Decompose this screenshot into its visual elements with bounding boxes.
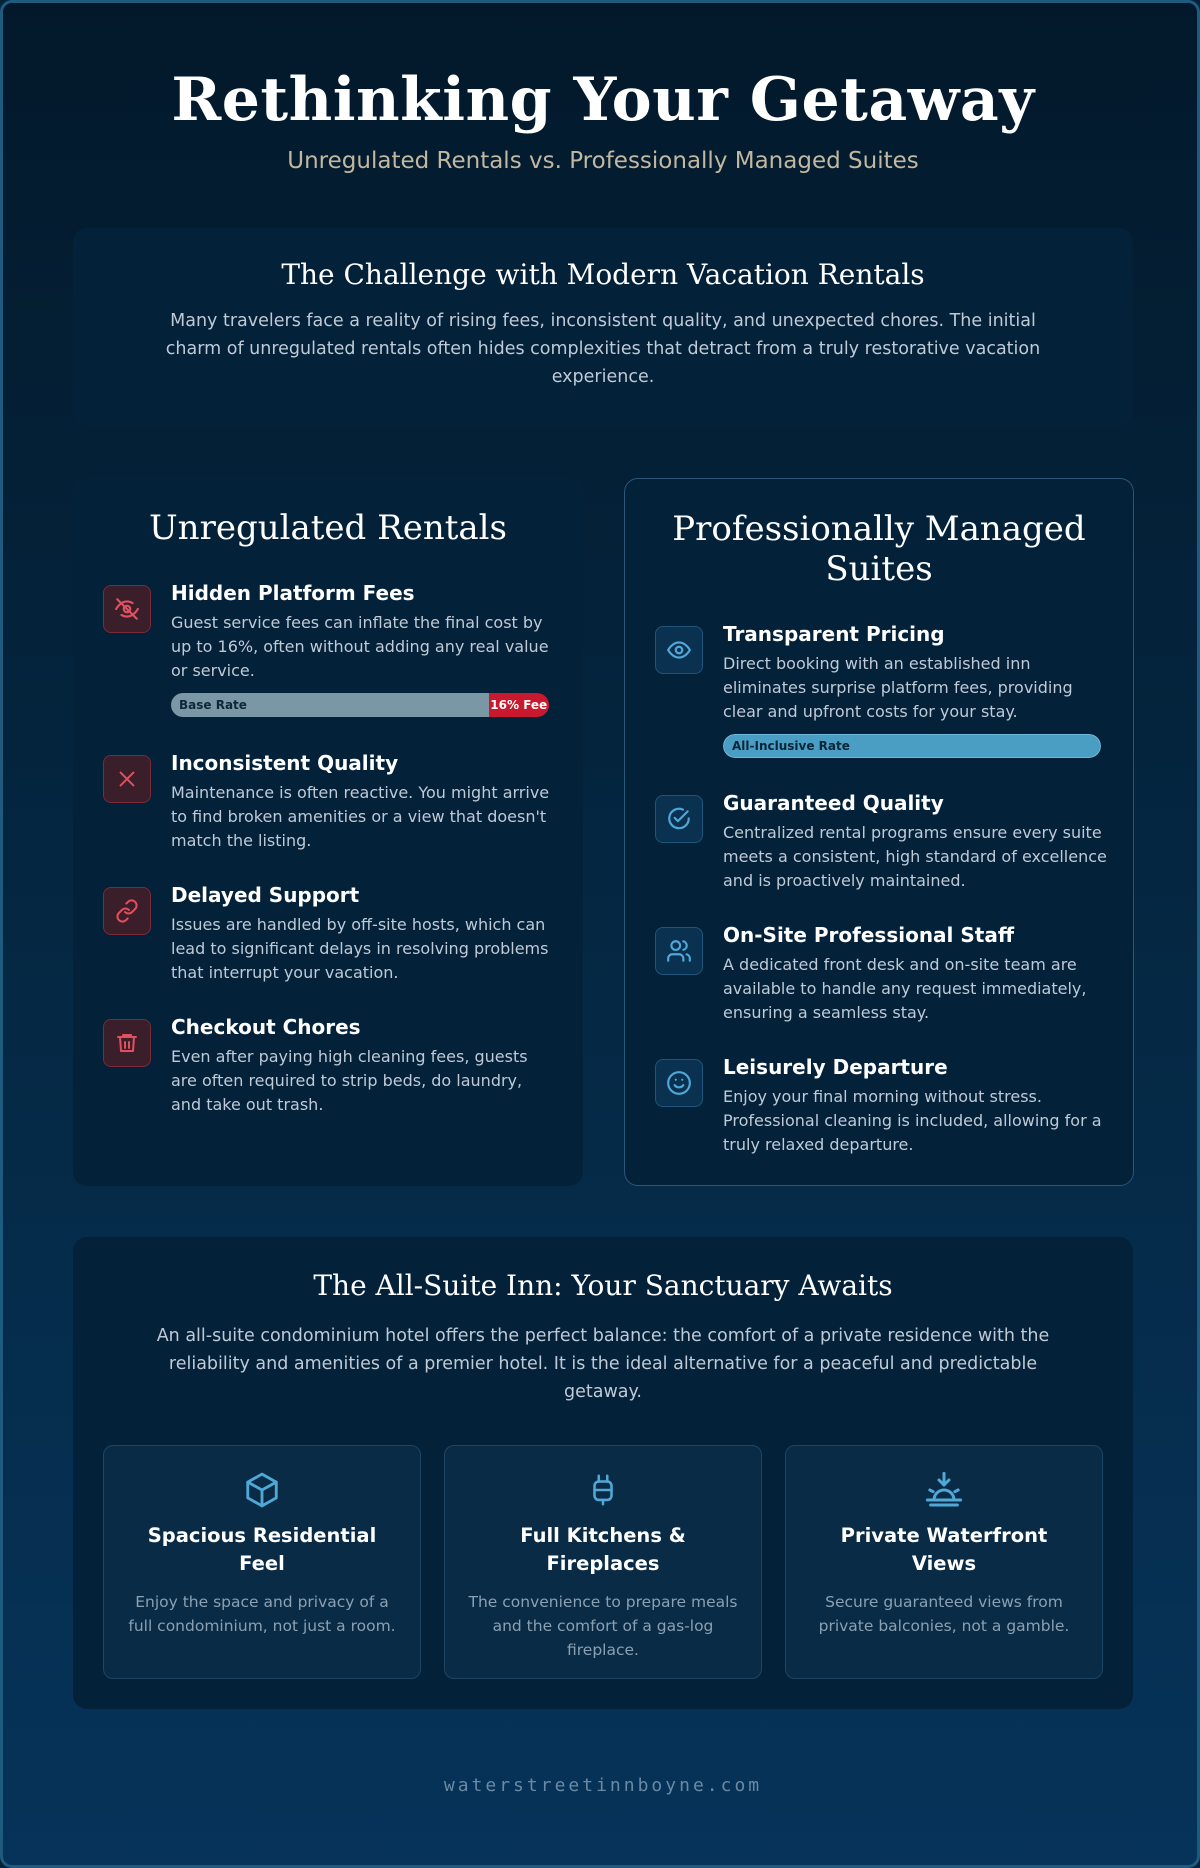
challenge-title: The Challenge with Modern Vacation Rentals bbox=[281, 258, 925, 291]
unregulated-rentals-card bbox=[73, 478, 583, 1186]
managed-suites-card bbox=[624, 478, 1134, 1186]
left-item-title: Hidden Platform Fees bbox=[171, 581, 415, 605]
right-item-title: Leisurely Departure bbox=[723, 1055, 948, 1079]
right-item-title: On-Site Professional Staff bbox=[723, 923, 1015, 947]
left-item-text: Issues are handled by off-site hosts, which can lead to significant delays in resolving problems that interrupt your vacation. bbox=[171, 915, 549, 982]
eye-off-icon bbox=[103, 585, 151, 633]
unregulated-rentals-title: Unregulated Rentals bbox=[149, 508, 507, 548]
right-item-text: Enjoy your final morning without stress. Professional cleaning is included, allowing for a truly relaxed departure. bbox=[723, 1087, 1102, 1154]
rate-bar-segment: All-Inclusive Rate bbox=[723, 734, 1101, 758]
right-item-title: Transparent Pricing bbox=[723, 622, 945, 646]
fee-bar-fee-segment: 16% Fee bbox=[489, 693, 549, 717]
feature-title: Private Waterfront Views bbox=[840, 1524, 1048, 1575]
right-item-text: Direct booking with an established inn eliminates surprise platform fees, providing clear and upfront costs for your stay. bbox=[723, 654, 1073, 721]
fee-bar-base-segment: Base Rate bbox=[171, 693, 489, 717]
x-icon bbox=[103, 755, 151, 803]
sanctuary-text: An all-suite condominium hotel offers the perfect balance: the comfort of a private residence with the reliability and amenities of a premier hotel. It is the ideal alternative for a peaceful and predictable getaway. bbox=[156, 1326, 1050, 1402]
sanctuary-panel bbox=[73, 1237, 1133, 1709]
left-item-text: Even after paying high cleaning fees, guests are often required to strip beds, do laundry, and take out trash. bbox=[171, 1047, 528, 1114]
left-item-text: Guest service fees can inflate the final cost by up to 16%, often without adding any real value or service. bbox=[171, 613, 549, 680]
left-item-title: Delayed Support bbox=[171, 883, 360, 907]
right-item-text: Centralized rental programs ensure every suite meets a consistent, high standard of excellence and is proactively maintained. bbox=[723, 823, 1107, 890]
feature-text: The convenience to prepare meals and the comfort of a gas-log fireplace. bbox=[468, 1593, 738, 1659]
right-item-text: A dedicated front desk and on-site team are available to handle any request immediately, ensuring a seamless stay. bbox=[723, 955, 1087, 1022]
challenge-text: Many travelers face a reality of rising fees, inconsistent quality, and unexpected chores. The initial charm of unregulated rentals often hides complexities that detract from a truly restorative vacation experience. bbox=[165, 311, 1041, 387]
cube-icon bbox=[242, 1470, 282, 1510]
page-title: Rethinking Your Getaway bbox=[171, 65, 1035, 135]
fee-bar bbox=[171, 693, 549, 717]
feature-card-kitchens bbox=[444, 1445, 762, 1679]
feature-card-waterfront bbox=[785, 1445, 1103, 1679]
managed-suites-title: Professionally Managed Suites bbox=[672, 509, 1086, 589]
left-item-title: Checkout Chores bbox=[171, 1015, 361, 1039]
website-link[interactable]: waterstreetinnboyne.com bbox=[443, 1775, 763, 1796]
plug-icon bbox=[583, 1470, 623, 1510]
trash-icon bbox=[103, 1019, 151, 1067]
sunrise-icon bbox=[924, 1470, 964, 1510]
check-circle-icon bbox=[655, 795, 703, 843]
link-icon bbox=[103, 887, 151, 935]
right-item-title: Guaranteed Quality bbox=[723, 791, 944, 815]
left-item-text: Maintenance is often reactive. You might arrive to find broken amenities or a view that doesn't match the listing. bbox=[171, 783, 550, 850]
feature-title: Spacious Residential Feel bbox=[147, 1524, 377, 1575]
rate-bar bbox=[723, 734, 1101, 758]
sanctuary-title: The All-Suite Inn: Your Sanctuary Awaits bbox=[313, 1269, 893, 1302]
page-subtitle: Unregulated Rentals vs. Professionally Managed Suites bbox=[287, 148, 919, 174]
feature-card-residential bbox=[103, 1445, 421, 1679]
feature-title: Full Kitchens & Fireplaces bbox=[520, 1524, 686, 1575]
feature-text: Secure guaranteed views from private balconies, not a gamble. bbox=[818, 1593, 1070, 1635]
challenge-panel bbox=[73, 228, 1133, 426]
left-item-title: Inconsistent Quality bbox=[171, 751, 399, 775]
smile-icon bbox=[655, 1059, 703, 1107]
feature-text: Enjoy the space and privacy of a full condominium, not just a room. bbox=[128, 1593, 396, 1635]
eye-icon bbox=[655, 626, 703, 674]
users-icon bbox=[655, 927, 703, 975]
